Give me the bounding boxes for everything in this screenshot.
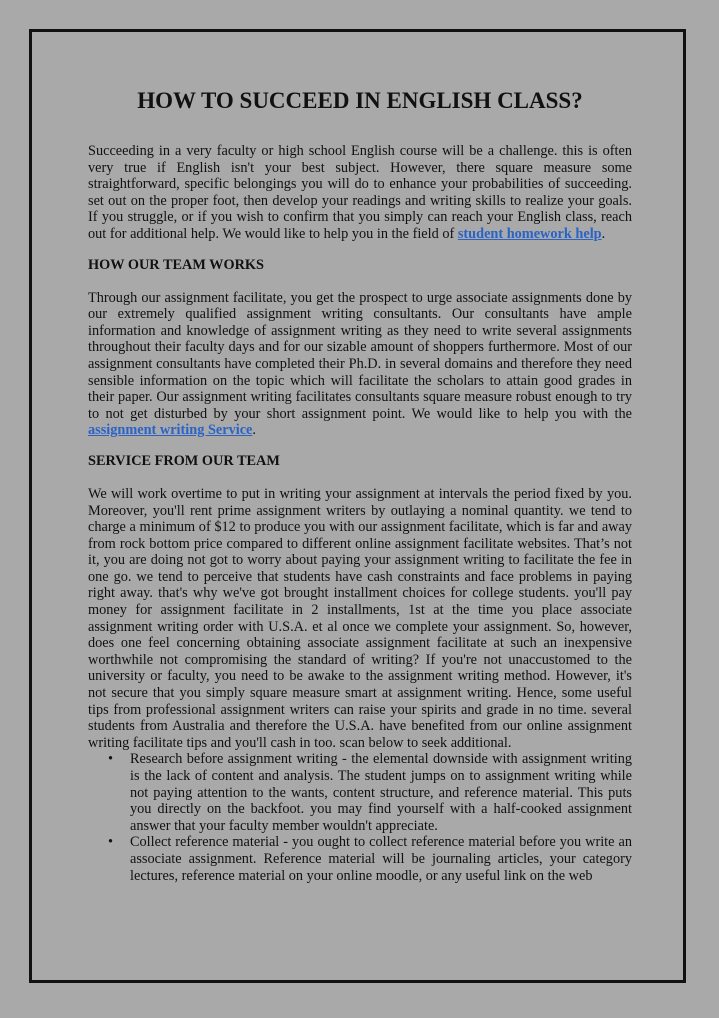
student-homework-help-link[interactable]: student homework help	[457, 225, 602, 242]
service-paragraph: We will work overtime to put in writing your assignment at intervals the period fixed by you. Moreover, you'll rent prime assignment writers by outlaying a nominal quantity. we tend to charge a minimum of $12 to produce you with our assignment facilitate, which is far and away from rock bottom price compared to different online assignment facilitate websites. That’s not it, you are doing not got to worry about paying your assignment writing to facilitate the fee in one go. we tend to perceive that students have cash constraints and face problems in paying right away. that's why we've got brought installment choices for college students. you'll pay money for assignment facilitate in 2 installments, 1st at the time you place associate assignment writing order with U.S.A. et al once we complete your assignment. So, however, does one feel concerning obtaining associate assignment facilitate at such an inexpensive worthwhile not compromising the standard of writing? If you're not unaccustomed to the university or faculty, you need to be awake to the assignment writing method. However, it's not secure that you simply square measure smart at assignment writing. Hence, some useful tips from professional assignment writers can raise your spirits and grade in no time. several students from Australia and therefore the U.S.A. have benefited from our online assignment writing facilitate tips and you'll cash in too. scan below to seek additional.	[88, 485, 632, 751]
document-content	[88, 86, 632, 884]
tips-list	[88, 751, 632, 884]
bullet-icon: •	[108, 751, 114, 768]
team-heading: HOW OUR TEAM WORKS	[88, 256, 264, 273]
document-title: HOW TO SUCCEED IN ENGLISH CLASS?	[137, 88, 583, 113]
list-item-text: Research before assignment writing - the elemental downside with assignment writing is the lack of content and analysis. The student jumps on to assignment writing while not paying attention to the wants, content structure, and reference material. This puts you directly on the backfoot. you may find yourself with a half-cooked assignment answer that your faculty member wouldn't appreciate.	[130, 751, 632, 834]
assignment-writing-service-link[interactable]: assignment writing Service	[88, 422, 253, 439]
list-item-text: Collect reference material - you ought to collect reference material before you write an associate assignment. Reference material will be journaling articles, your category lectures, reference material on your online moodle, or any useful link on the web	[130, 834, 632, 884]
team-period: .	[252, 422, 256, 439]
intro-paragraph	[88, 143, 632, 243]
bullet-icon: •	[108, 834, 114, 851]
team-paragraph	[88, 290, 632, 439]
service-heading: SERVICE FROM OUR TEAM	[88, 452, 280, 469]
team-text: Through our assignment facilitate, you get the prospect to urge associate assignments done by our extremely qualified assignment writing consultants. Our consultants have ample information and knowledge of assignment writing as they need to write several assignments throughout their faculty days and for our sizable amount of shoppers furthermore. Most of our assignment consultants have completed their Ph.D. in several domains and therefore they need sensible information on the topic which will facilitate the scholars to attain good grades in their paper. Our assignment writing facilitates consultants square measure robust enough to try to not get disturbed by your short assignment point. We would like to help you with the	[88, 289, 632, 422]
list-item	[108, 751, 632, 834]
list-item	[108, 834, 632, 884]
intro-period: .	[601, 225, 606, 242]
intro-text: Succeeding in a very faculty or high school English course will be a challenge. this is often very true if English isn't your best subject. However, there square measure some straightforward, specific belongings you will do to enhance your probabilities of succeeding. set out on the proper foot, then develop your readings and writing skills to realize your goals. If you struggle, or if you wish to confirm that you simply can reach your English class, reach out for additional help. We would like to help you in the field of	[88, 143, 632, 242]
